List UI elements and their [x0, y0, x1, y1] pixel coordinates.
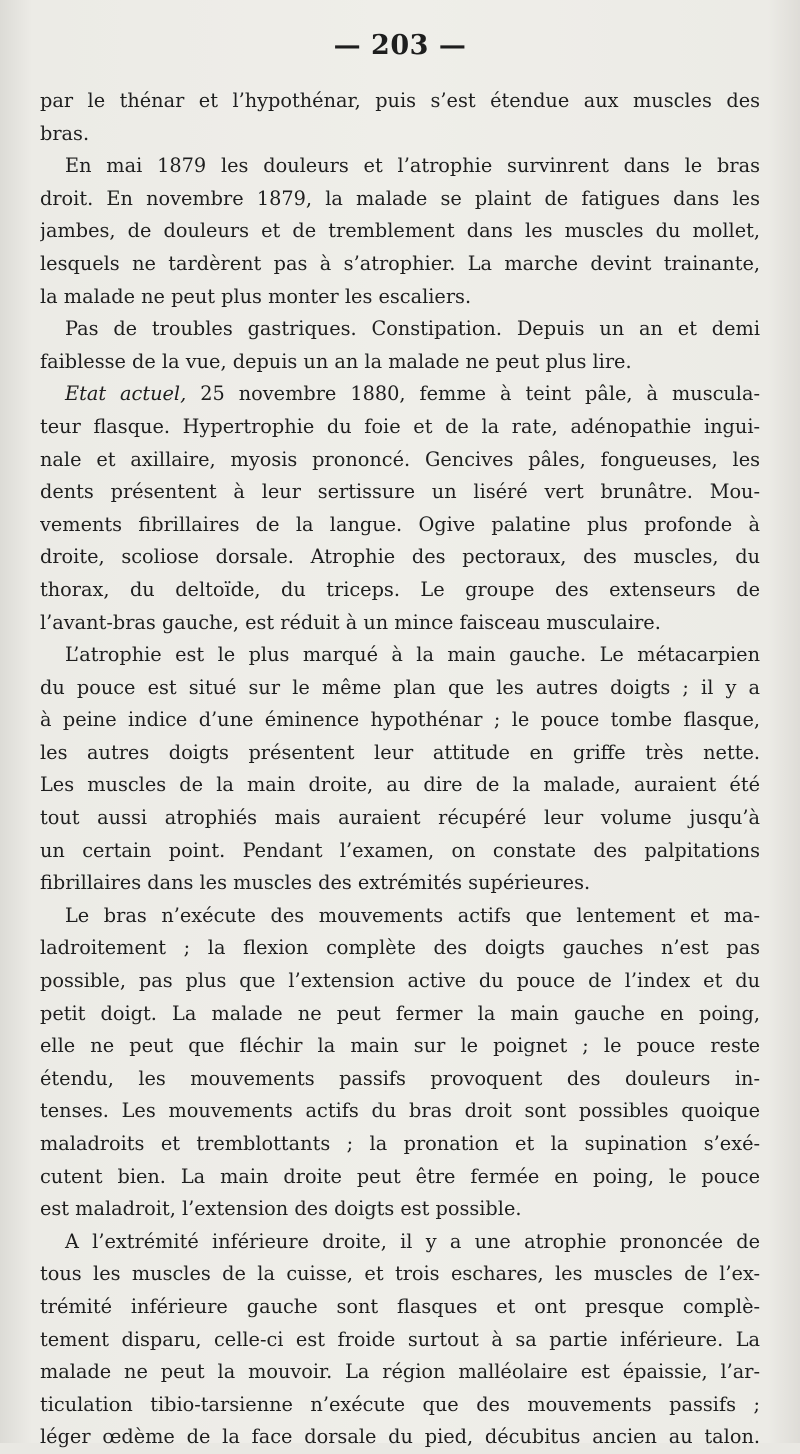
text-line: à peine indice d’une éminence hypothénar ; le pouce tombe flasque, — [40, 708, 760, 732]
text-line: lesquels ne tardèrent pas à s’atrophier. La marche devint trainante, — [40, 251, 760, 275]
text-line: teur flasque. Hypertrophie du foie et de la rate, adénopathie ingui- — [40, 414, 760, 438]
text-line: tenses. Les mouvements actifs du bras droit sont possibles quoique — [40, 1099, 760, 1123]
text-line: ticulation tibio-tarsienne n’exécute que des mouvements passifs ; — [40, 1392, 760, 1416]
text-line: bras. — [40, 121, 90, 145]
text-line — [40, 378, 760, 411]
page-number: — 203 — — [333, 30, 467, 61]
text-line: par le thénar et l’hypothénar, puis s’est étendue aux muscles des — [40, 89, 760, 112]
text-line: léger œdème de la face dorsale du pied, décubitus ancien au talon. — [40, 1425, 760, 1449]
text-line: Pas de troubles gastriques. Constipation. Depuis un an et demi — [65, 317, 760, 341]
text-line: est maladroit, l’extension des doigts est possible. — [40, 1197, 522, 1221]
text-line: tement disparu, celle-ci est froide surtout à sa partie inférieure. La — [40, 1327, 760, 1351]
text-line: possible, pas plus que l’extension active du pouce de l’index et du — [40, 969, 760, 993]
text-line: droite, scoliose dorsale. Atrophie des pectoraux, des muscles, du — [40, 545, 760, 569]
text-line: maladroits et tremblottants ; la pronation et la supination s’exé- — [40, 1132, 760, 1155]
text-line: elle ne peut que fléchir la main sur le poignet ; le pouce reste — [40, 1034, 760, 1058]
text-line: L’atrophie est le plus marqué à la main gauche. Le métacarpien — [65, 643, 760, 667]
text-line: Les muscles de la main droite, au dire de la malade, auraient été — [40, 773, 760, 797]
text-line: nale et axillaire, myosis prononcé. Gencives pâles, fongueuses, les — [40, 447, 760, 471]
text-line: droit. En novembre 1879, la malade se plaint de fatigues dans les — [40, 186, 760, 210]
text-line: l’avant-bras gauche, est réduit à un mince faisceau musculaire. — [40, 610, 661, 634]
text-line: du pouce est situé sur le même plan que les autres doigts ; il y a — [40, 675, 760, 699]
text-line: tous les muscles de la cuisse, et trois eschares, les muscles de l’ex- — [40, 1262, 760, 1286]
text-line: un certain point. Pendant l’examen, on constate des palpitations — [40, 838, 760, 862]
text-line: les autres doigts présentent leur attitude en griffe très nette. — [40, 740, 760, 764]
text-line: fibrillaires dans les muscles des extrémités supérieures. — [40, 871, 591, 895]
text-line: thorax, du deltoïde, du triceps. Le groupe des extenseurs de — [40, 577, 760, 601]
text-line: A l’extrémité inférieure droite, il y a une atrophie prononcée de — [65, 1229, 760, 1253]
text-line: tout aussi atrophiés mais auraient récupéré leur volume jusqu’à — [40, 806, 760, 830]
text-line: trémité inférieure gauche sont flasques et ont presque complè- — [40, 1294, 760, 1318]
text-line: cutent bien. La main droite peut être fermée en poing, le pouce — [40, 1164, 760, 1188]
text-line: jambes, de douleurs et de tremblement dans les muscles du mollet, — [40, 219, 760, 243]
text-line: dents présentent à leur sertissure un liséré vert brunâtre. Mou- — [40, 480, 760, 504]
text-line: faiblesse de la vue, depuis un an la malade ne peut plus lire. — [40, 349, 632, 373]
text-line: malade ne peut la mouvoir. La région malléolaire est épaissie, l’ar- — [40, 1360, 760, 1384]
text-line: étendu, les mouvements passifs provoquent des douleurs in- — [40, 1066, 760, 1090]
text-line: ladroitement ; la flexion complète des doigts gauches n’est pas — [40, 936, 760, 960]
text-line: Le bras n’exécute des mouvements actifs que lentement et ma- — [65, 903, 760, 927]
text-line: la malade ne peut plus monter les escaliers. — [40, 284, 472, 308]
italic-lead: Etat actuel, — [65, 382, 187, 406]
body-text — [40, 85, 760, 1454]
text-line: petit doigt. La malade ne peut fermer la main gauche en poing, — [40, 1001, 760, 1025]
text-line-rest: 25 novembre 1880, femme à teint pâle, à muscula- — [186, 382, 760, 406]
text-line: vements fibrillaires de la langue. Ogive palatine plus profonde à — [40, 512, 760, 536]
text-line: En mai 1879 les douleurs et l’atrophie survinrent dans le bras — [65, 154, 760, 178]
